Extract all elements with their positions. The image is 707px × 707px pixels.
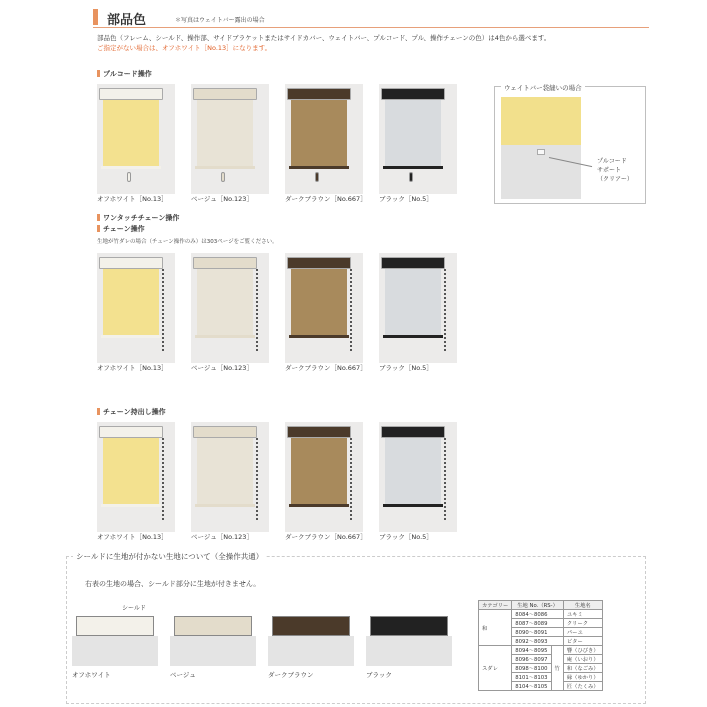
shield-fabric bbox=[268, 636, 354, 666]
table-row: 8098～8100 和（なごみ） bbox=[479, 664, 603, 673]
headrail bbox=[381, 426, 445, 438]
shield-cover bbox=[272, 616, 350, 636]
weight-bar bbox=[289, 335, 349, 338]
table-row: 8096～8097 庵（いおり） bbox=[479, 655, 603, 664]
weight-bar bbox=[195, 166, 255, 169]
fabric bbox=[197, 100, 253, 166]
pull-handle bbox=[127, 172, 131, 182]
pull-handle bbox=[315, 172, 319, 182]
shield-color-label: ダークブラウン bbox=[268, 671, 314, 679]
headrail bbox=[287, 426, 351, 438]
fabric-table bbox=[478, 600, 603, 691]
shield-sample bbox=[170, 602, 256, 679]
weight-bar bbox=[289, 166, 349, 169]
photo-note: ＊写真はウェイトバー露出の場合 bbox=[175, 17, 265, 24]
chain bbox=[162, 438, 164, 522]
headrail bbox=[287, 257, 351, 269]
blind-sample bbox=[285, 253, 363, 363]
headrail bbox=[193, 88, 257, 100]
intro-default-note: ご指定がない場合は、オフホワイト［No.13］になります。 bbox=[97, 44, 272, 52]
color-caption: ダークブラウン［No.667］ bbox=[285, 195, 367, 203]
table-header: カテゴリー 生地 No.（RS-） 生地名 bbox=[479, 601, 603, 610]
shield-color-label: オフホワイト bbox=[72, 671, 111, 679]
table-row: スダレ 8094～8095 竹 響（ひびき） bbox=[479, 646, 603, 655]
intro-text bbox=[97, 33, 550, 53]
table-row: 8090～8091 パーユ bbox=[479, 628, 603, 637]
table-row: 和 8084～8086 ユキミ bbox=[479, 610, 603, 619]
color-caption: ブラック［No.5］ bbox=[379, 195, 433, 203]
pull-handle bbox=[221, 172, 225, 182]
shield-sample bbox=[366, 602, 452, 679]
chain bbox=[350, 269, 352, 353]
shield-cover bbox=[370, 616, 448, 636]
shield-sample bbox=[268, 602, 354, 679]
page-title: 部品色 bbox=[107, 13, 147, 28]
chain bbox=[256, 269, 258, 353]
table-row: 8087～8089 クリーク bbox=[479, 619, 603, 628]
shield-fabric bbox=[366, 636, 452, 666]
fabric bbox=[291, 269, 347, 335]
weight-bar bbox=[101, 504, 161, 507]
pull-handle bbox=[409, 172, 413, 182]
fabric bbox=[103, 100, 159, 166]
headrail bbox=[287, 88, 351, 100]
blind-sample bbox=[97, 253, 175, 363]
blind-sample bbox=[97, 422, 175, 532]
color-caption: ブラック［No.5］ bbox=[379, 533, 433, 541]
weight-bar bbox=[289, 504, 349, 507]
weight-bar-box bbox=[494, 86, 646, 204]
weight-bar bbox=[383, 504, 443, 507]
fabric bbox=[385, 438, 441, 504]
color-caption: オフホワイト［No.13］ bbox=[97, 195, 168, 203]
table-row: 8104～8105 匠（たくみ） bbox=[479, 682, 603, 691]
headrail bbox=[99, 257, 163, 269]
shield-color-label: ブラック bbox=[366, 671, 392, 679]
fabric bbox=[103, 438, 159, 504]
blind-sample bbox=[285, 84, 363, 194]
color-caption: ベージュ［No.123］ bbox=[191, 533, 253, 541]
blind-sample bbox=[379, 422, 457, 532]
chain bbox=[444, 269, 446, 353]
headrail bbox=[99, 88, 163, 100]
color-caption: ダークブラウン［No.667］ bbox=[285, 533, 367, 541]
chain bbox=[350, 438, 352, 522]
weight-bar bbox=[383, 166, 443, 169]
section-onetouch: ワンタッチチェーン操作 bbox=[97, 213, 179, 223]
table-row: 8092～8093 ビター bbox=[479, 637, 603, 646]
chain bbox=[444, 438, 446, 522]
fabric bbox=[385, 269, 441, 335]
weight-bar bbox=[195, 335, 255, 338]
headrail bbox=[193, 257, 257, 269]
shield-label: シールド bbox=[122, 605, 146, 612]
fabric bbox=[385, 100, 441, 166]
color-caption: オフホワイト［No.13］ bbox=[97, 533, 168, 541]
headrail bbox=[381, 88, 445, 100]
color-caption: ベージュ［No.123］ bbox=[191, 195, 253, 203]
color-caption: ブラック［No.5］ bbox=[379, 364, 433, 372]
table-row: 8101～8103 縁（ゆかり） bbox=[479, 673, 603, 682]
chain-note: 生地が竹ダレの場合（チェーン操作のみ）は303ページをご覧ください。 bbox=[97, 239, 278, 245]
shield-fabric bbox=[170, 636, 256, 666]
blind-sample bbox=[379, 253, 457, 363]
chain bbox=[256, 438, 258, 522]
shield-fabric bbox=[72, 636, 158, 666]
shield-subtitle: 右表の生地の場合、シールド部分に生地が付きません。 bbox=[85, 580, 261, 588]
blind-sample bbox=[97, 84, 175, 194]
section-pullcord: プルコード操作 bbox=[97, 69, 152, 79]
header-marker bbox=[93, 9, 98, 25]
blind-sample bbox=[379, 84, 457, 194]
headrail bbox=[381, 257, 445, 269]
headrail bbox=[99, 426, 163, 438]
blind-sample bbox=[191, 253, 269, 363]
shield-color-label: ベージュ bbox=[170, 671, 196, 679]
weight-bar bbox=[383, 335, 443, 338]
shield-title: シールドに生地が付かない生地について（全操作共通） bbox=[73, 551, 266, 562]
fabric bbox=[197, 269, 253, 335]
headrail bbox=[193, 426, 257, 438]
page-header bbox=[93, 6, 649, 28]
fabric bbox=[197, 438, 253, 504]
chain bbox=[162, 269, 164, 353]
color-caption: ベージュ［No.123］ bbox=[191, 364, 253, 372]
shield-sample bbox=[72, 602, 158, 679]
section-chain: チェーン操作 bbox=[97, 224, 145, 234]
section-chain-out: チェーン持出し操作 bbox=[97, 407, 166, 417]
color-caption: オフホワイト［No.13］ bbox=[97, 364, 168, 372]
weight-bar-title: ウェイトバー袋縫いの場合 bbox=[501, 83, 585, 92]
shield-cover bbox=[76, 616, 154, 636]
weight-bar bbox=[195, 504, 255, 507]
fabric-swatch bbox=[501, 97, 581, 145]
blind-sample bbox=[285, 422, 363, 532]
blind-sample bbox=[191, 422, 269, 532]
callout-text: プルコード サポート （クリアー） bbox=[597, 158, 633, 183]
cord-support bbox=[537, 149, 545, 155]
shield-cover bbox=[174, 616, 252, 636]
fabric bbox=[291, 438, 347, 504]
weight-bar bbox=[101, 166, 161, 169]
fabric bbox=[291, 100, 347, 166]
weight-bar bbox=[101, 335, 161, 338]
color-caption: ダークブラウン［No.667］ bbox=[285, 364, 367, 372]
blind-sample bbox=[191, 84, 269, 194]
fabric bbox=[103, 269, 159, 335]
intro-line: 部品色（フレーム、シールド、操作部、サイドブラケットまたはサイドカバー、ウェイトバー、プルコード、プル、操作チェーンの色）は4色から選べます。 bbox=[97, 34, 551, 42]
